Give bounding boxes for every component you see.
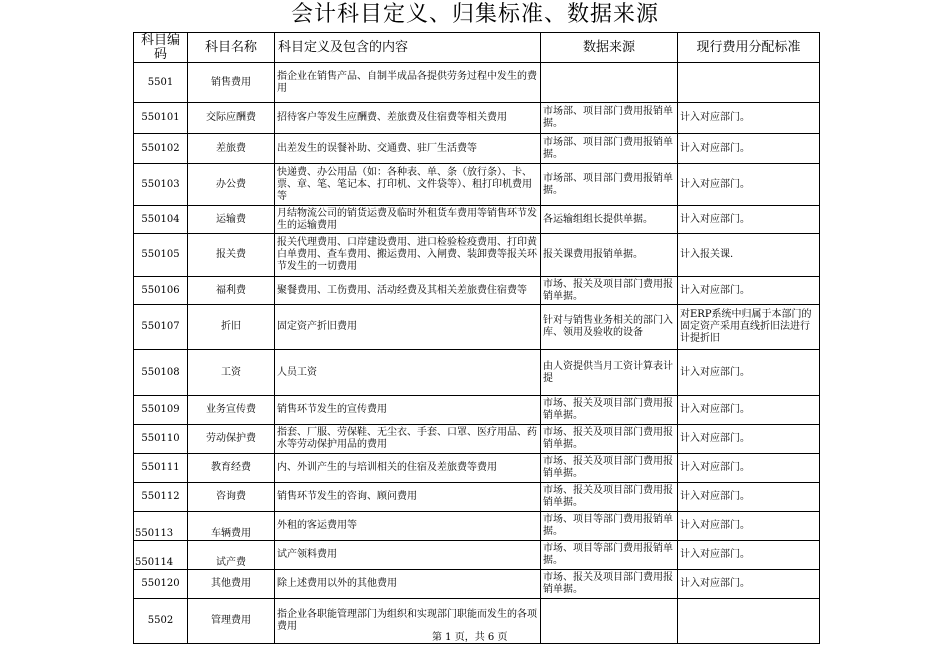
subject-code: 550113 [134, 512, 188, 541]
allocation-standard: 计入对应部门。 [678, 425, 820, 454]
header-subject-code: 科目编码 [134, 33, 188, 63]
subject-code: 550105 [134, 234, 188, 277]
subject-definition: 指套、厂服、劳保鞋、无尘衣、手套、口罩、医疗用品、药水等劳动保护用品的费用 [275, 425, 541, 454]
accounting-subject-table [133, 32, 820, 644]
subject-definition: 出差发生的误餐补助、交通费、驻厂生活费等 [275, 134, 541, 164]
subject-code: 5501 [134, 63, 188, 103]
subject-name: 差旅费 [188, 134, 275, 164]
subject-code: 550111 [134, 454, 188, 483]
subject-definition: 销售环节发生的宣传费用 [275, 396, 541, 425]
subject-definition: 聚餐费用、工伤费用、活动经费及其相关差旅费住宿费等 [275, 277, 541, 305]
allocation-standard [678, 599, 820, 644]
data-source: 市场、报关及项目部门费用报销单据。 [541, 454, 678, 483]
subject-definition: 招待客户等发生应酬费、差旅费及住宿费等相关费用 [275, 103, 541, 134]
data-source: 市场、报关及项目部门费用报销单据。 [541, 277, 678, 305]
table-row [134, 396, 820, 425]
subject-definition: 外租的客运费用等 [275, 512, 541, 541]
table-row [134, 350, 820, 396]
data-source: 市场部、项目部门费用报销单据。 [541, 103, 678, 134]
subject-definition: 快递费、办公用品（如：各种表、单、条（放行条）、卡、票、章、笔、笔记本、打印机、文件袋等）、租打印机费用等 [275, 164, 541, 206]
page-title: 会计科目定义、归集标准、数据来源 [290, 2, 659, 27]
allocation-standard: 计入对应部门。 [678, 277, 820, 305]
subject-name: 试产费 [188, 541, 275, 570]
subject-code: 550108 [134, 350, 188, 396]
data-source: 市场、报关及项目部门费用报销单据。 [541, 396, 678, 425]
subject-definition: 销售环节发生的咨询、顾问费用 [275, 483, 541, 512]
subject-name: 其他费用 [188, 570, 275, 599]
table-row [134, 454, 820, 483]
allocation-standard: 计入对应部门。 [678, 206, 820, 234]
subject-code: 550110 [134, 425, 188, 454]
subject-name: 交际应酬费 [188, 103, 275, 134]
table-row [134, 512, 820, 541]
header-definition: 科目定义及包含的内容 [275, 33, 541, 63]
allocation-standard: 对ERP系统中归属于本部门的固定资产采用直线折旧法进行计提折旧 [678, 305, 820, 350]
subject-name: 教育经费 [188, 454, 275, 483]
subject-definition: 试产领料费用 [275, 541, 541, 570]
subject-name: 福利费 [188, 277, 275, 305]
table-row [134, 425, 820, 454]
subject-definition: 人员工资 [275, 350, 541, 396]
subject-name: 工资 [188, 350, 275, 396]
table-row [134, 103, 820, 134]
subject-name: 劳动保护费 [188, 425, 275, 454]
data-source: 市场部、项目部门费用报销单据。 [541, 164, 678, 206]
allocation-standard: 计入对应部门。 [678, 541, 820, 570]
data-source: 针对与销售业务相关的部门入库、领用及验收的设备 [541, 305, 678, 350]
subject-definition: 内、外训产生的与培训相关的住宿及差旅费等费用 [275, 454, 541, 483]
allocation-standard: 计入对应部门。 [678, 570, 820, 599]
header-allocation-standard: 现行费用分配标准 [678, 33, 820, 63]
subject-name: 办公费 [188, 164, 275, 206]
subject-name: 运输费 [188, 206, 275, 234]
table-row [134, 305, 820, 350]
allocation-standard: 计入对应部门。 [678, 164, 820, 206]
subject-code: 550114 [134, 541, 188, 570]
subject-code: 550106 [134, 277, 188, 305]
subject-definition: 指企业各职能管理部门为组织和实现部门职能而发生的各项费用 [275, 599, 541, 644]
subject-code: 550101 [134, 103, 188, 134]
subject-name: 管理费用 [188, 599, 275, 644]
subject-name: 车辆费用 [188, 512, 275, 541]
allocation-standard: 计入报关课. [678, 234, 820, 277]
data-source: 市场、报关及项目部门费用报销单据。 [541, 570, 678, 599]
subject-code: 550104 [134, 206, 188, 234]
subject-definition: 报关代理费用、口岸建设费用、进口检验检疫费用、打印黄白单费用、查车费用、搬运费用、入闸费、装卸费等报关环节发生的一切费用 [275, 234, 541, 277]
subject-code: 550109 [134, 396, 188, 425]
data-source: 市场、报关及项目部门费用报销单据。 [541, 483, 678, 512]
subject-code: 550120 [134, 570, 188, 599]
subject-name: 销售费用 [188, 63, 275, 103]
allocation-standard: 计入对应部门。 [678, 350, 820, 396]
subject-code: 550103 [134, 164, 188, 206]
header-data-source: 数据来源 [541, 33, 678, 63]
allocation-standard: 计入对应部门。 [678, 396, 820, 425]
subject-definition: 除上述费用以外的其他费用 [275, 570, 541, 599]
table-row [134, 483, 820, 512]
subject-definition: 固定资产折旧费用 [275, 305, 541, 350]
data-source: 由人资提供当月工资计算表计提 [541, 350, 678, 396]
subject-name: 报关费 [188, 234, 275, 277]
allocation-standard: 计入对应部门。 [678, 134, 820, 164]
allocation-standard: 计入对应部门。 [678, 483, 820, 512]
table-row [134, 234, 820, 277]
subject-name: 咨询费 [188, 483, 275, 512]
data-source: 各运输组组长提供单据。 [541, 206, 678, 234]
subject-code: 5502 [134, 599, 188, 644]
data-source: 报关课费用报销单据。 [541, 234, 678, 277]
subject-code: 550112 [134, 483, 188, 512]
table-header-row [134, 33, 820, 63]
subject-definition: 指企业在销售产品、自制半成品各提供劳务过程中发生的费用 [275, 63, 541, 103]
table-row [134, 206, 820, 234]
table-row [134, 570, 820, 599]
data-source [541, 63, 678, 103]
data-source: 市场、项目等部门费用报销单据。 [541, 541, 678, 570]
page-number-footer: 第 1 页，共 6 页 [432, 632, 508, 643]
subject-definition: 月结物流公司的销货运费及临时外租货车费用等销售环节发生的运输费用 [275, 206, 541, 234]
data-source [541, 599, 678, 644]
data-source: 市场部、项目部门费用报销单据。 [541, 134, 678, 164]
table-row [134, 277, 820, 305]
header-subject-name: 科目名称 [188, 33, 275, 63]
data-source: 市场、报关及项目部门费用报销单据。 [541, 425, 678, 454]
allocation-standard [678, 63, 820, 103]
allocation-standard: 计入对应部门。 [678, 103, 820, 134]
subject-name: 折旧 [188, 305, 275, 350]
allocation-standard: 计入对应部门。 [678, 454, 820, 483]
allocation-standard: 计入对应部门。 [678, 512, 820, 541]
subject-code: 550102 [134, 134, 188, 164]
table-row [134, 164, 820, 206]
subject-name: 业务宣传费 [188, 396, 275, 425]
data-source: 市场、项目等部门费用报销单据。 [541, 512, 678, 541]
table-row [134, 541, 820, 570]
table-row [134, 63, 820, 103]
subject-code: 550107 [134, 305, 188, 350]
table-row [134, 134, 820, 164]
